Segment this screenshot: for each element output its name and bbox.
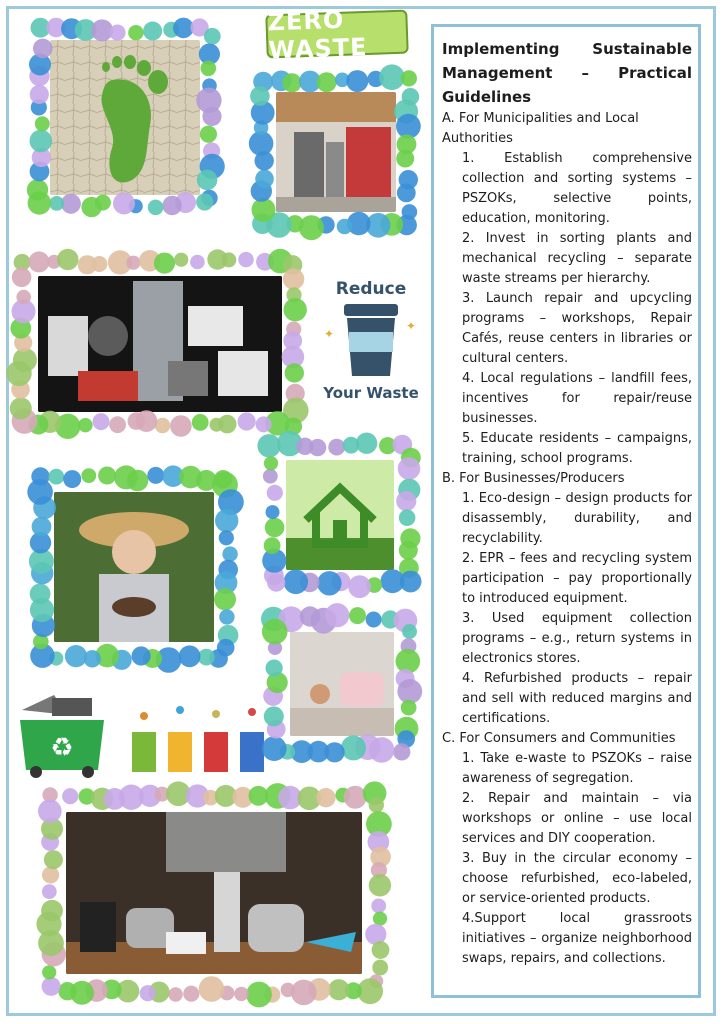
svg-text:✦: ✦ bbox=[406, 319, 417, 333]
electronics-pile-image bbox=[38, 276, 282, 412]
house-icon bbox=[286, 460, 394, 570]
section-a bbox=[442, 109, 692, 469]
appliance-store-image bbox=[276, 92, 396, 212]
panel-title: Implementing Sustainable Management – Practical Guidelines bbox=[442, 40, 692, 106]
list-item: 2. Invest in sorting plants and mechanical recycling – separate waste streams per hierarchy. bbox=[462, 231, 692, 286]
list-item: 3. Used equipment collection programs – e.g., return systems in electronics stores. bbox=[462, 611, 692, 666]
list-item: 1. Eco-design – design products for disassembly, durability, and recyclability. bbox=[462, 491, 692, 546]
section-heading: A. For Municipalities and Local Authorities bbox=[442, 111, 639, 146]
banner-text: ZERO WASTE bbox=[267, 5, 368, 65]
toaster-image bbox=[290, 632, 394, 736]
green-bin-icon bbox=[14, 690, 110, 780]
list-item: 3. Buy in the circular economy – choose refurbished, eco-labeled, or service-oriented products. bbox=[462, 851, 692, 906]
list-item: 3. Launch repair and upcycling programs – workshops, Repair Cafés, reuse centers in libraries or cultural centers. bbox=[462, 291, 692, 366]
svg-text:♻: ♻ bbox=[50, 733, 74, 763]
list-item: 2. Repair and maintain – via workshops or online – use local services and DIY cooperation. bbox=[462, 791, 692, 846]
list-item: 2. EPR – fees and recycling system participation – pay proportionally to introduced equipment. bbox=[462, 551, 692, 606]
your-waste-text: Your Waste bbox=[323, 384, 419, 402]
child-with-soil-image bbox=[54, 492, 214, 642]
section-c bbox=[442, 729, 692, 969]
list-item: 1. Establish comprehensive collection and sorting systems – PSZOKs, selective points, education, monitoring. bbox=[462, 151, 692, 226]
zero-waste-banner bbox=[265, 5, 408, 65]
list-item: 1. Take e-waste to PSZOKs – raise awareness of segregation. bbox=[462, 751, 692, 786]
section-heading: C. For Consumers and Communities bbox=[442, 731, 676, 746]
section-heading: B. For Businesses/Producers bbox=[442, 471, 625, 486]
grass-house-image bbox=[286, 460, 394, 570]
kitchen-appliances-image bbox=[66, 812, 362, 974]
list-item: 5. Educate residents – campaigns, training, school programs. bbox=[462, 431, 692, 466]
reduce-text: Reduce bbox=[335, 279, 407, 299]
footprint-image bbox=[50, 40, 200, 195]
svg-text:✦: ✦ bbox=[324, 327, 335, 341]
reduce-waste-logo bbox=[314, 268, 428, 412]
list-item: 4.Support local grassroots initiatives – organize neighborhood swaps, repairs, and collections. bbox=[462, 911, 692, 966]
list-item: 4. Refurbished products – repair and sell with reduced margins and certifications. bbox=[462, 671, 692, 726]
footprint-icon bbox=[50, 40, 200, 195]
section-b bbox=[442, 469, 692, 729]
list-item: 4. Local regulations – landfill fees, incentives for repair/reuse businesses. bbox=[462, 371, 692, 426]
guidelines-panel bbox=[431, 24, 701, 998]
sorting-bins-icon bbox=[130, 700, 270, 780]
